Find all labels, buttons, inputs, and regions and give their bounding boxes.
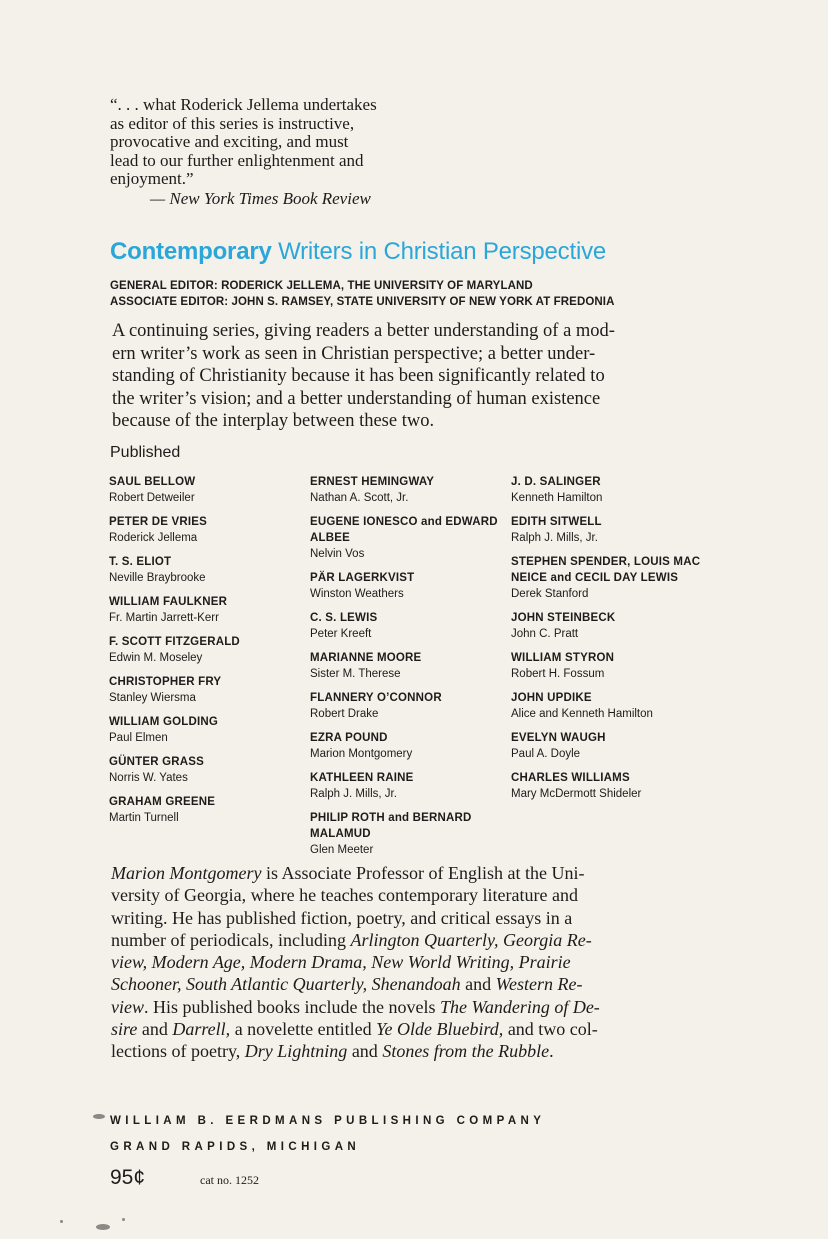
bio-italic: Dry Lightning — [244, 1041, 348, 1062]
book-entry — [109, 754, 309, 786]
published-heading: Published — [110, 444, 181, 461]
bio-name: Marion Montgomery — [111, 863, 262, 883]
book-subject: PÄR LAGERKVIST — [310, 572, 415, 584]
book-subject: WILLIAM STYRON — [511, 652, 615, 664]
book-entry — [310, 610, 510, 642]
book-author: Peter Kreeft — [310, 628, 372, 640]
book-subject: WILLIAM FAULKNER — [109, 596, 228, 608]
bio-text: . His published books include the novels — [144, 996, 440, 1017]
book-entry — [109, 554, 309, 586]
bio-text: and — [347, 1041, 383, 1062]
book-entry — [511, 730, 711, 762]
book-subject: ERNEST HEMINGWAY — [310, 476, 435, 488]
book-subject: CHRISTOPHER FRY — [109, 676, 222, 688]
book-subject: J. D. SALINGER — [511, 476, 601, 488]
bio-text: and — [137, 1019, 173, 1040]
bio-italic: Schooner, South Atlantic Quarterly, Shenandoah — [111, 974, 461, 995]
bio-italic: view — [111, 996, 144, 1017]
book-author: Paul Elmen — [109, 732, 168, 744]
bio-text: and two col- — [503, 1019, 598, 1040]
book-author: Glen Meeter — [310, 844, 374, 856]
editors-block — [110, 278, 615, 310]
book-subject: SAUL BELLOW — [109, 476, 196, 488]
publisher-name: WILLIAM B. EERDMANS PUBLISHING COMPANY — [110, 1115, 546, 1127]
book-author: Roderick Jellema — [109, 532, 198, 544]
book-entry — [310, 730, 510, 762]
book-subject: PETER DE VRIES — [109, 516, 208, 528]
ink-smudge — [122, 1218, 125, 1221]
book-author: Fr. Martin Jarrett-Kerr — [109, 612, 219, 624]
bio-italic: Arlington Quarterly, Georgia Re- — [350, 929, 592, 950]
ink-smudge — [96, 1224, 110, 1230]
book-entry — [109, 514, 309, 546]
book-author: Nathan A. Scott, Jr. — [310, 492, 409, 504]
description-line: because of the interplay between these two. — [112, 411, 435, 431]
series-title-rest: Writers in Christian Perspective — [271, 238, 607, 265]
book-subject: F. SCOTT FITZGERALD — [109, 636, 240, 648]
book-author: Robert Detweiler — [109, 492, 195, 504]
book-subject: EDITH SITWELL — [511, 516, 602, 528]
book-entry — [109, 634, 309, 666]
ink-smudge — [93, 1114, 105, 1119]
publisher-block — [110, 1108, 545, 1160]
bio-italic: Ye Olde Bluebird, — [376, 1019, 504, 1040]
bio-text: a novelette entitled — [230, 1019, 377, 1040]
book-entry — [310, 690, 510, 722]
description-line: standing of Christianity because it has been significantly related to — [112, 366, 605, 386]
book-subject: EZRA POUND — [310, 732, 388, 744]
book-subject: CHARLES WILLIAMS — [511, 772, 630, 784]
book-author: Paul A. Doyle — [511, 748, 581, 760]
book-author: Kenneth Hamilton — [511, 492, 603, 504]
book-subject: KATHLEEN RAINE — [310, 772, 414, 784]
book-subject: JOHN STEINBECK — [511, 612, 616, 624]
book-author: Robert Drake — [310, 708, 379, 720]
quote-line: lead to our further enlightenment and — [110, 150, 364, 170]
book-author: Ralph J. Mills, Jr. — [310, 788, 397, 800]
book-entry — [109, 594, 309, 626]
quote-line: “. . . what Roderick Jellema undertakes — [110, 95, 377, 114]
book-entry — [511, 770, 711, 802]
publisher-city: GRAND RAPIDS, MICHIGAN — [110, 1141, 361, 1153]
book-subject: MARIANNE MOORE — [310, 652, 422, 664]
book-author: Neville Braybrooke — [109, 572, 206, 584]
book-entry — [511, 514, 711, 546]
book-author: Martin Turnell — [109, 812, 179, 824]
bio-italic: Darrell, — [172, 1019, 231, 1040]
book-author: Marion Montgomery — [310, 748, 413, 760]
description-line: ern writer’s work as seen in Christian perspective; a better under- — [112, 343, 596, 364]
bio-text: writing. He has published fiction, poetry, and critical essays in a — [111, 907, 573, 928]
book-author: Alice and Kenneth Hamilton — [511, 708, 653, 720]
book-entry — [109, 674, 309, 706]
book-author: Edwin M. Moseley — [109, 652, 203, 664]
bio-text: and — [460, 974, 496, 995]
bio-text: versity of Georgia, where he teaches contemporary literature and — [111, 885, 578, 906]
quote-source: — New York Times Book Review — [150, 188, 371, 208]
bio-italic: Stones from the Rubble — [382, 1041, 550, 1062]
book-entry — [511, 650, 711, 682]
book-subject: T. S. ELIOT — [109, 556, 172, 568]
bio-italic: view, Modern Age, Modern Drama, New World Writing, Prairie — [111, 952, 571, 973]
book-author: Mary McDermott Shideler — [511, 788, 642, 800]
book-author: Derek Stanford — [511, 588, 589, 600]
author-column-1 — [109, 474, 309, 834]
review-quote — [110, 96, 430, 208]
book-entry — [109, 794, 309, 826]
book-subject: PHILIP ROTH and BERNARD MALAMUD — [310, 812, 472, 840]
bio-italic: sire — [111, 1019, 138, 1040]
series-title-bold: Contemporary — [110, 238, 272, 265]
associate-editor: ASSOCIATE EDITOR: JOHN S. RAMSEY, STATE UNIVERSITY OF NEW YORK AT FREDONIA — [110, 296, 615, 308]
book-author: John C. Pratt — [511, 628, 579, 640]
bio-text: is Associate Professor of English at the Uni- — [261, 863, 585, 883]
book-subject: GRAHAM GREENE — [109, 796, 216, 808]
author-bio — [111, 862, 691, 1063]
description-line: A continuing series, giving readers a better understanding of a mod- — [112, 321, 615, 341]
book-entry — [310, 474, 510, 506]
series-description — [112, 320, 692, 433]
book-entry — [511, 610, 711, 642]
quote-line: enjoyment.” — [110, 169, 194, 188]
book-entry — [511, 554, 711, 602]
book-author: Ralph J. Mills, Jr. — [511, 532, 598, 544]
general-editor: GENERAL EDITOR: RODERICK JELLEMA, THE UNIVERSITY OF MARYLAND — [110, 280, 533, 292]
price: 95¢ — [110, 1166, 146, 1189]
catalog-number: cat no. 1252 — [200, 1173, 259, 1187]
book-author: Winston Weathers — [310, 588, 404, 600]
book-entry — [310, 514, 510, 562]
book-author: Nelvin Vos — [310, 548, 365, 560]
book-author: Robert H. Fossum — [511, 668, 605, 680]
book-subject: WILLIAM GOLDING — [109, 716, 219, 728]
bio-italic: The Wandering of De- — [439, 996, 600, 1017]
book-subject: EUGENE IONESCO and EDWARD ALBEE — [310, 516, 498, 544]
book-entry — [511, 474, 711, 506]
bio-text: number of periodicals, including — [111, 929, 351, 950]
book-subject: FLANNERY O’CONNOR — [310, 692, 442, 704]
book-author: Stanley Wiersma — [109, 692, 196, 704]
bio-text: . — [549, 1041, 554, 1062]
book-entry — [310, 570, 510, 602]
book-author: Sister M. Therese — [310, 668, 401, 680]
author-column-3 — [511, 474, 711, 810]
book-entry — [310, 770, 510, 802]
book-subject: C. S. LEWIS — [310, 612, 378, 624]
author-column-2 — [310, 474, 510, 866]
bio-text: lections of poetry, — [111, 1041, 245, 1062]
book-entry — [511, 690, 711, 722]
series-title — [110, 238, 606, 266]
book-subject: GÜNTER GRASS — [109, 756, 205, 768]
book-subject: JOHN UPDIKE — [511, 692, 592, 704]
quote-line: provocative and exciting, and must — [110, 132, 349, 151]
book-subject: EVELYN WAUGH — [511, 732, 606, 744]
book-entry — [310, 650, 510, 682]
book-entry — [109, 474, 309, 506]
book-author: Norris W. Yates — [109, 772, 188, 784]
book-entry — [310, 810, 510, 858]
quote-line: as editor of this series is instructive, — [110, 113, 355, 133]
description-line: the writer’s vision; and a better understanding of human existence — [112, 388, 601, 409]
bio-italic: Western Re- — [495, 974, 583, 995]
book-subject: STEPHEN SPENDER, LOUIS MAC NEICE and CECIL DAY LEWIS — [511, 556, 701, 584]
ink-smudge — [60, 1220, 63, 1223]
book-entry — [109, 714, 309, 746]
